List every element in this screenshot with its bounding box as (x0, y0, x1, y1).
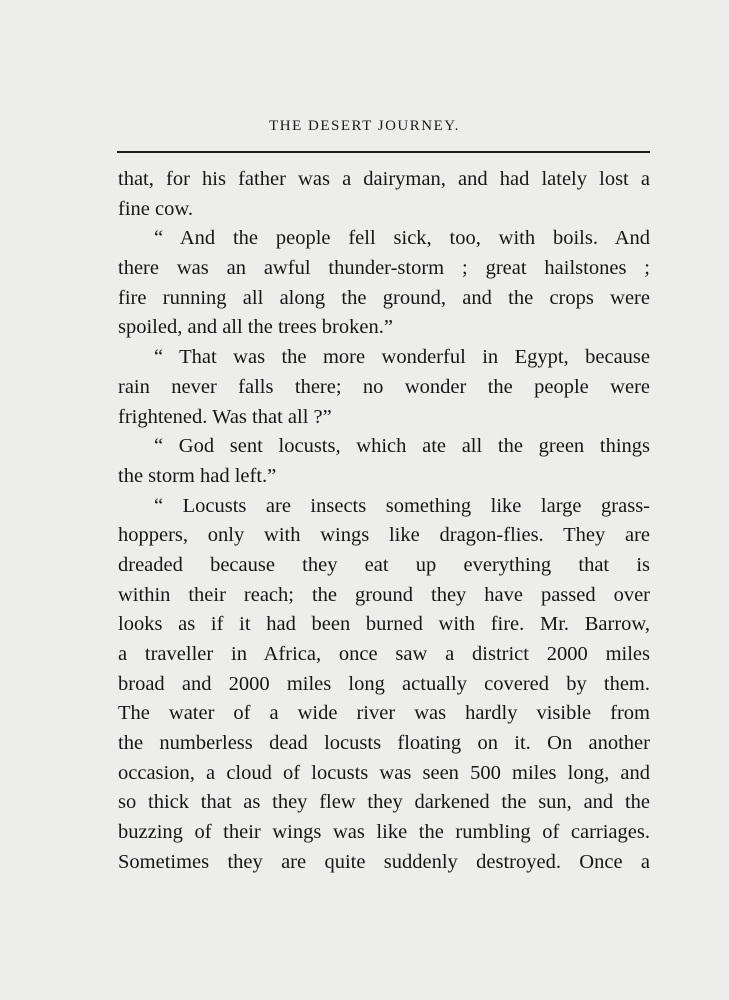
text-line: spoiled, and all the trees broken.” (118, 316, 393, 339)
text-line: broad and 2000 miles long actually covered by them. (118, 672, 650, 695)
text-line: occasion, a cloud of locusts was seen 500 miles long, and (118, 761, 650, 784)
text-line: so thick that as they flew they darkened the sun, and the (118, 791, 650, 814)
text-line: there was an awful thunder-storm ; great hailstones ; (118, 257, 650, 280)
text-line: Sometimes they are quite suddenly destroyed. Once a (118, 850, 650, 873)
text-line: fire running all along the ground, and the crops were (118, 286, 650, 309)
text-line: “ That was the more wonderful in Egypt, because (154, 346, 650, 369)
text-line: dreaded because they eat up everything that is (118, 553, 650, 576)
text-line: The water of a wide river was hardly visible from (118, 702, 650, 725)
text-line: a traveller in Africa, once saw a district 2000 miles (118, 643, 650, 665)
text-line: frightened. Was that all ?” (118, 405, 332, 428)
body-text (118, 165, 650, 878)
text-line: rain never falls there; no wonder the people were (118, 375, 650, 398)
text-line: fine cow. (118, 197, 193, 220)
text-line: that, for his father was a dairyman, and had lately lost a (118, 168, 650, 190)
text-line: looks as if it had been burned with fire. Mr. Barrow, (118, 613, 650, 636)
running-head: THE DESERT JOURNEY. (269, 118, 460, 134)
text-line: the numberless dead locusts floating on it. On another (118, 732, 650, 755)
header-rule (117, 151, 650, 153)
text-line: “ Locusts are insects something like large grass- (154, 494, 650, 517)
text-line: within their reach; the ground they have passed over (118, 583, 650, 606)
text-line: buzzing of their wings was like the rumbling of carriages. (118, 821, 650, 844)
text-line: hoppers, only with wings like dragon-flies. They are (118, 524, 650, 547)
text-line: the storm had left.” (118, 464, 277, 487)
text-line: “ And the people fell sick, too, with boils. And (154, 227, 650, 250)
text-line: “ God sent locusts, which ate all the green things (154, 435, 650, 458)
